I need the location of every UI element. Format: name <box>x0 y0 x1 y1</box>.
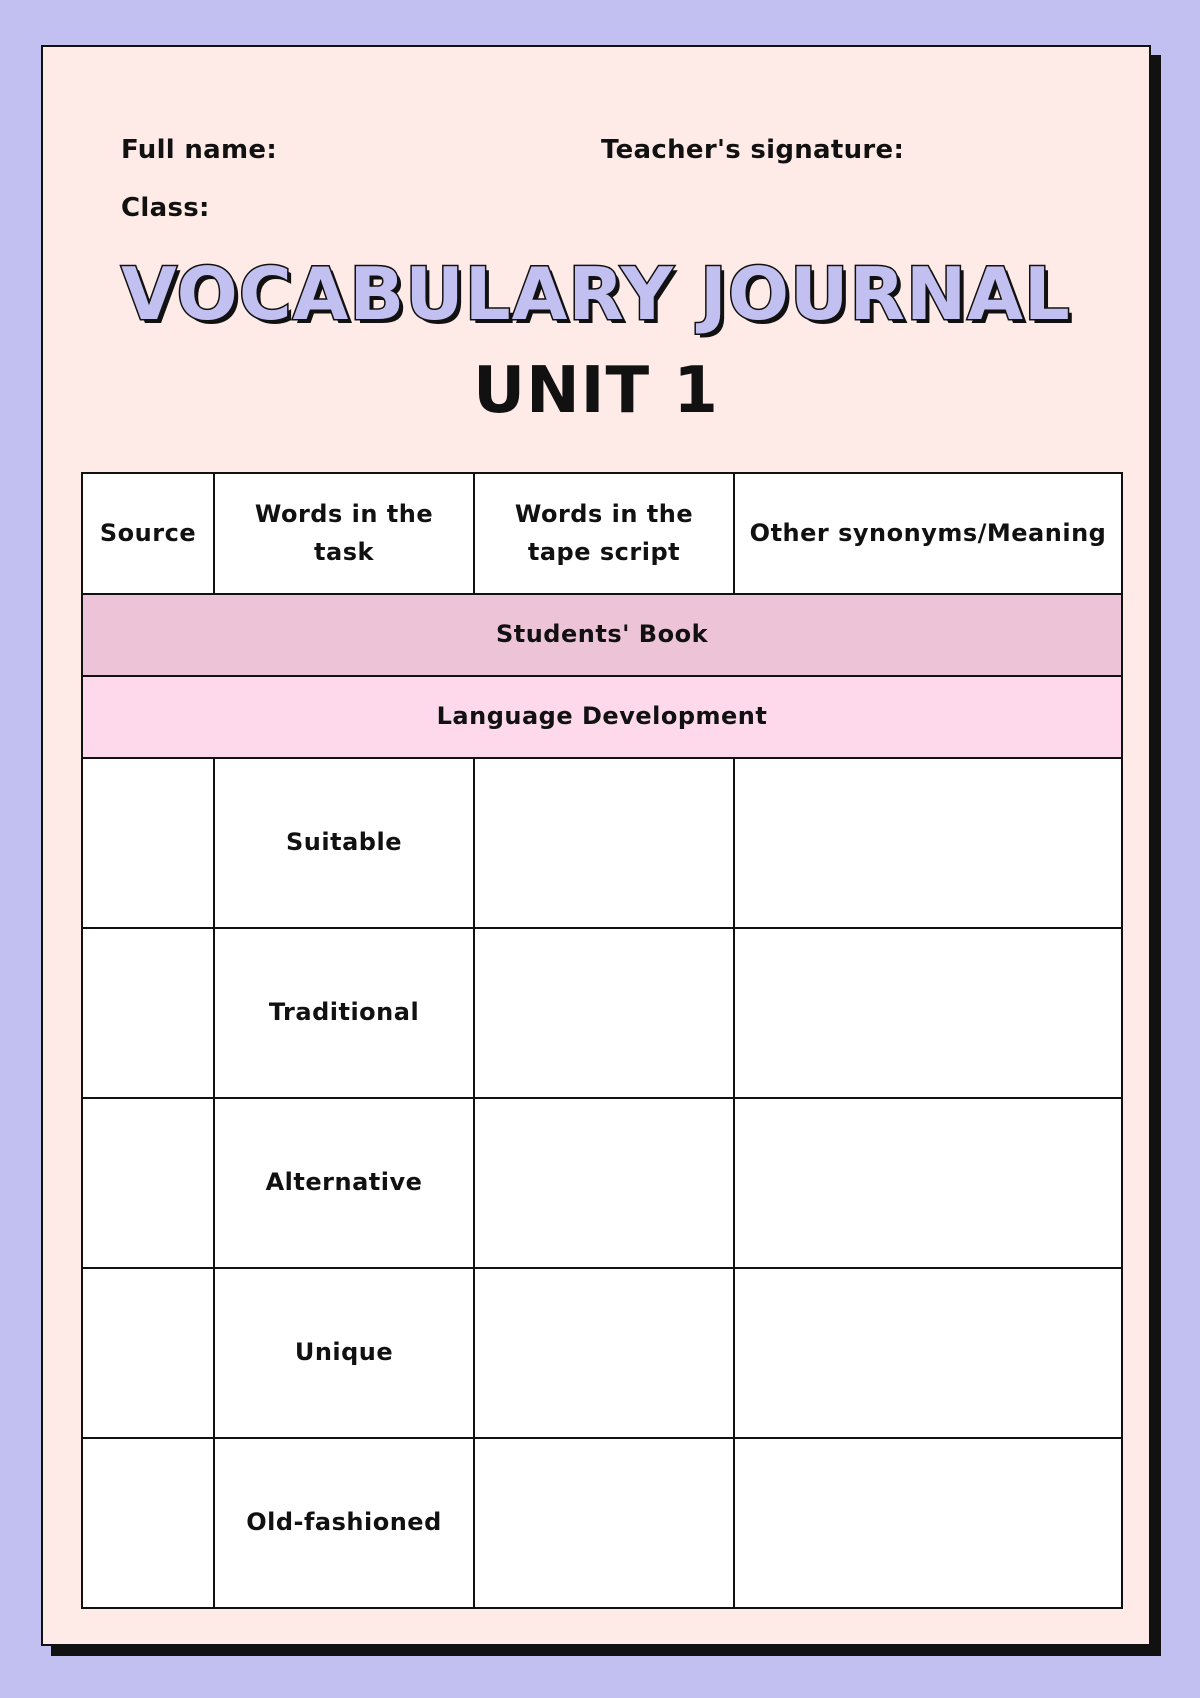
source-cell[interactable] <box>82 1098 214 1268</box>
tape-word-cell[interactable] <box>474 1098 734 1268</box>
tape-word-cell[interactable] <box>474 1268 734 1438</box>
vocabulary-table <box>81 472 1123 1609</box>
task-word-cell: Alternative <box>214 1098 474 1268</box>
task-word-cell: Traditional <box>214 928 474 1098</box>
teacher-signature-label: Teacher's signature: <box>601 135 905 165</box>
table-row <box>82 758 1122 928</box>
table-row <box>82 1098 1122 1268</box>
column-header-source: Source <box>82 473 214 594</box>
source-cell[interactable] <box>82 758 214 928</box>
meaning-cell[interactable] <box>734 928 1122 1098</box>
column-header-task-words: Words in the task <box>214 473 474 594</box>
table-header-row <box>82 473 1122 594</box>
table-row <box>82 1268 1122 1438</box>
section-label: Students' Book <box>82 594 1122 676</box>
tape-word-cell[interactable] <box>474 928 734 1098</box>
source-cell[interactable] <box>82 1438 214 1608</box>
tape-word-cell[interactable] <box>474 758 734 928</box>
table-row <box>82 1438 1122 1608</box>
source-cell[interactable] <box>82 928 214 1098</box>
task-word-cell: Suitable <box>214 758 474 928</box>
tape-word-cell[interactable] <box>474 1438 734 1608</box>
worksheet-sheet <box>41 45 1151 1646</box>
meaning-cell[interactable] <box>734 1098 1122 1268</box>
section-row <box>82 594 1122 676</box>
meaning-cell[interactable] <box>734 1268 1122 1438</box>
task-word-cell: Old-fashioned <box>214 1438 474 1608</box>
class-label: Class: <box>121 193 210 223</box>
task-word-cell: Unique <box>214 1268 474 1438</box>
subsection-label: Language Development <box>82 676 1122 758</box>
source-cell[interactable] <box>82 1268 214 1438</box>
unit-subtitle: UNIT 1 <box>473 354 719 428</box>
subsection-row <box>82 676 1122 758</box>
column-header-meaning: Other synonyms/Meaning <box>734 473 1122 594</box>
table-row <box>82 928 1122 1098</box>
meaning-cell[interactable] <box>734 758 1122 928</box>
meaning-cell[interactable] <box>734 1438 1122 1608</box>
column-header-tape-words: Words in the tape script <box>474 473 734 594</box>
full-name-label: Full name: <box>121 135 278 165</box>
journal-title: VOCABULARY JOURNAL <box>121 252 1071 336</box>
